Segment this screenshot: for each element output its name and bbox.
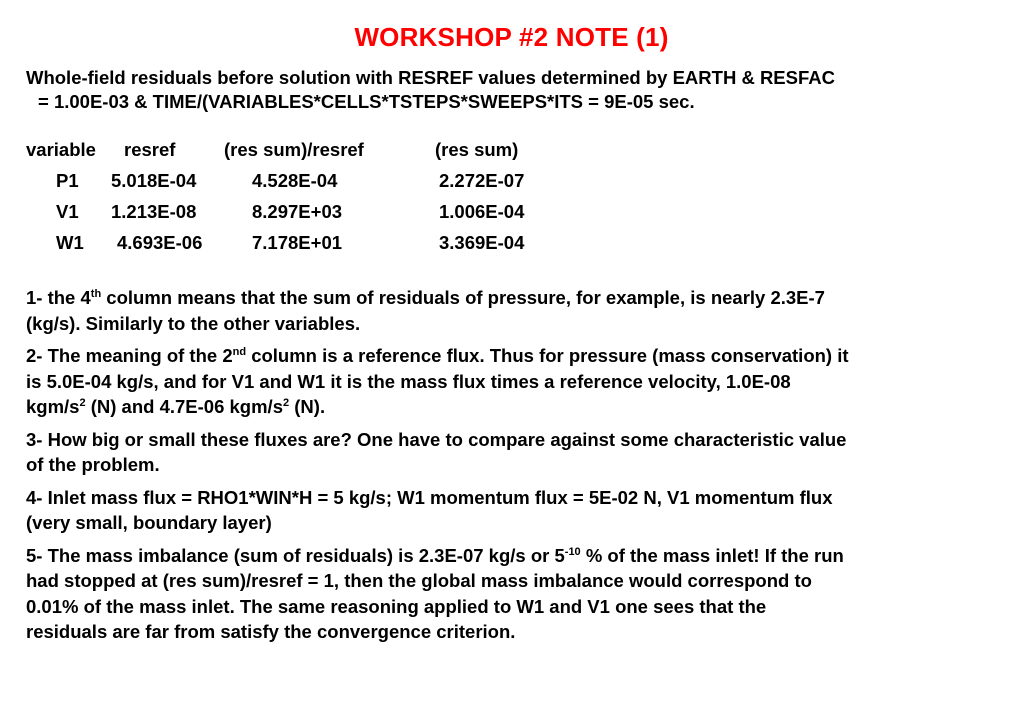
note-text: of the problem.	[26, 454, 160, 475]
intro-paragraph	[26, 66, 1001, 114]
note-text: 2- The meaning of the 2	[26, 345, 233, 366]
note-text: (very small, boundary layer)	[26, 512, 272, 533]
note-text: residuals are far from satisfy the convergence criterion.	[26, 621, 516, 642]
note-text: 5- The mass imbalance (sum of residuals) is 2.3E-07 kg/s or 5	[26, 544, 565, 566]
note-text: kgm/s	[26, 396, 80, 417]
table-cell: 1.213E-08	[111, 201, 197, 222]
superscript: -10	[564, 545, 581, 558]
note-text: 3- How big or small these fluxes are? One have to compare against some characteristic value	[26, 428, 847, 450]
note-text: (kg/s). Similarly to the other variables.	[26, 312, 361, 334]
note-text: % of the mass inlet! If the run	[580, 544, 844, 566]
note-text: 1- the 4	[26, 287, 91, 308]
page-title: WORKSHOP #2 NOTE (1)	[354, 22, 669, 52]
table-cell: 4.528E-04	[252, 170, 338, 191]
note-text: 0.01% of the mass inlet. The same reasoning applied to W1 and V1 one sees that the	[26, 595, 767, 617]
note-item-3	[26, 427, 1001, 478]
table-cell: 4.693E-06	[117, 232, 203, 253]
column-header-variable: variable	[26, 139, 96, 160]
note-text: column means that the sum of residuals of pressure, for example, is nearly 2.3E-7	[101, 287, 825, 308]
column-header-resref: resref	[124, 139, 176, 160]
notes-list	[26, 285, 1001, 652]
table-cell: 1.006E-04	[439, 201, 525, 222]
note-item-5	[26, 543, 1001, 645]
note-item-2	[26, 343, 1001, 420]
column-header-ratio: (res sum)/resref	[224, 139, 364, 160]
table-cell: W1	[56, 232, 84, 253]
note-text: 4- Inlet mass flux = RHO1*WIN*H = 5 kg/s; W1 momentum flux = 5E-02 N, V1 momentum flux	[26, 486, 833, 508]
intro-line: Whole-field residuals before solution with RESREF values determined by EARTH & RESFAC	[26, 67, 835, 88]
note-text: had stopped at (res sum)/resref = 1, then the global mass imbalance would correspond to	[26, 570, 812, 591]
table-cell: 3.369E-04	[439, 232, 525, 253]
note-text: column is a reference flux. Thus for pressure (mass conservation) it	[246, 345, 849, 366]
table-cell: V1	[56, 201, 79, 222]
note-item-1	[26, 285, 1001, 336]
note-text: (N) and 4.7E-06 kgm/s	[85, 396, 283, 417]
superscript: 2	[79, 397, 86, 409]
note-text: (N).	[289, 396, 326, 417]
table-cell: 7.178E+01	[252, 232, 343, 253]
table-cell: P1	[56, 170, 79, 191]
note-text: is 5.0E-04 kg/s, and for V1 and W1 it is the mass flux times a reference velocity, 1.0E-08	[26, 370, 791, 392]
column-header-ressum: (res sum)	[435, 139, 519, 160]
table-cell: 5.018E-04	[111, 170, 197, 191]
superscript: th	[90, 288, 102, 300]
table-cell: 2.272E-07	[439, 170, 525, 191]
table-cell: 8.297E+03	[252, 201, 343, 222]
note-item-4	[26, 485, 1001, 536]
superscript: 2	[283, 397, 290, 409]
intro-line: = 1.00E-03 & TIME/(VARIABLES*CELLS*TSTEPS*SWEEPS*ITS = 9E-05 sec.	[38, 91, 695, 112]
superscript: nd	[232, 346, 247, 358]
